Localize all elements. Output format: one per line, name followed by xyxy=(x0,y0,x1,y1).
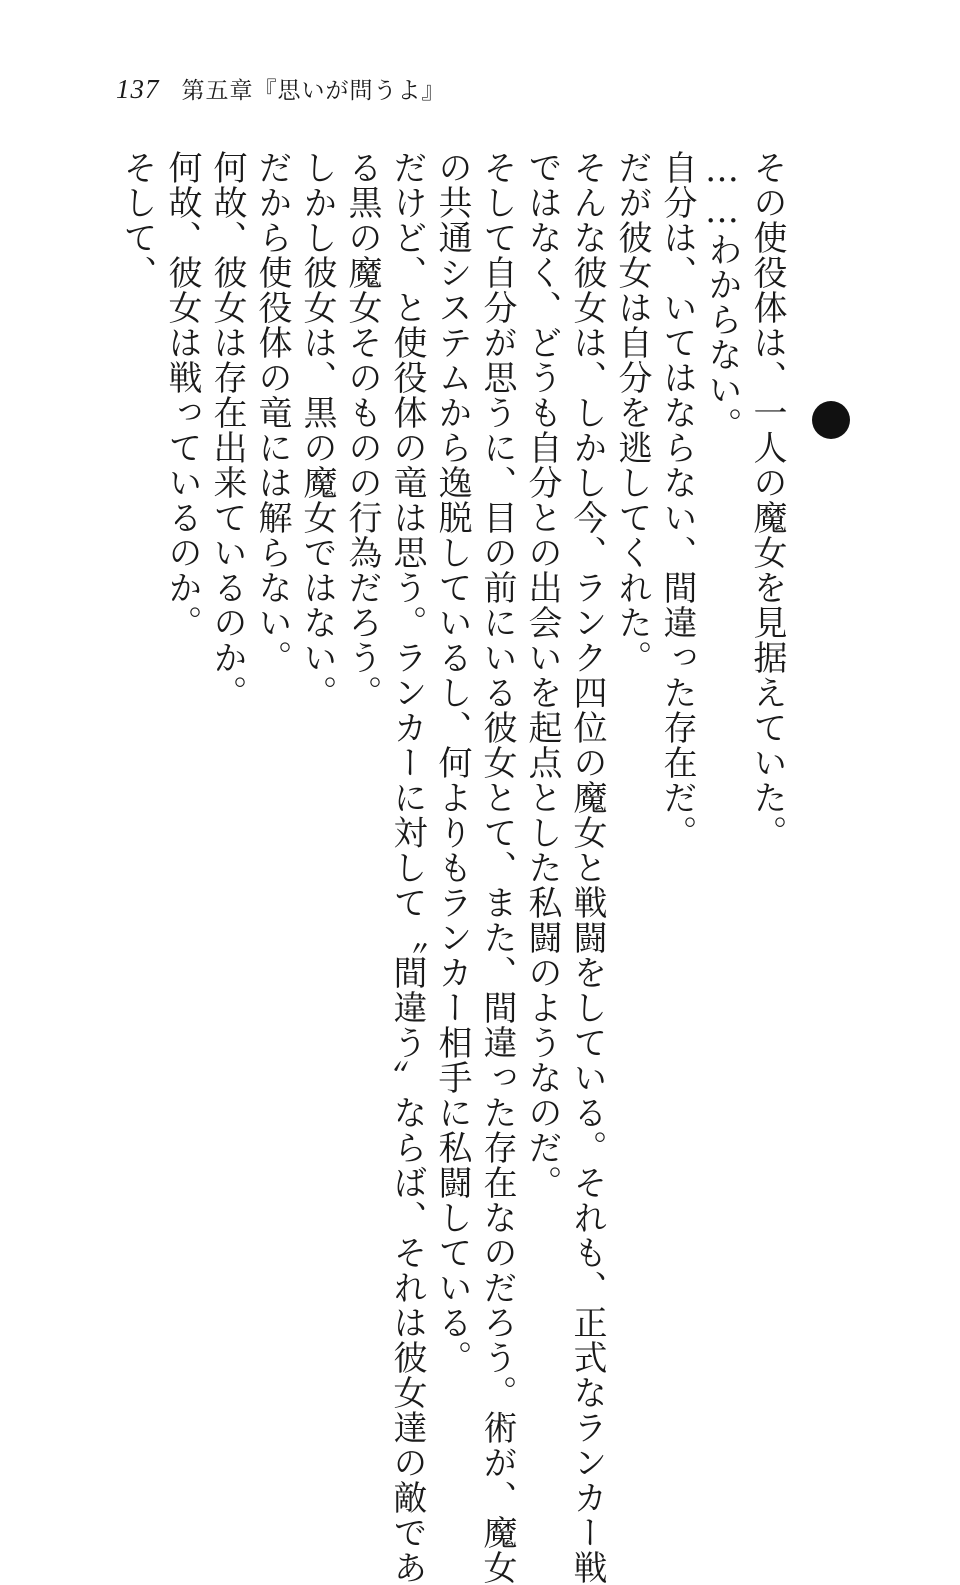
running-header xyxy=(116,72,446,106)
text-line: だけど、と使役体の竜は思う。ランカーに対して〝間違う〟ならば、それは彼女達の敵であ xyxy=(387,150,427,1585)
text-line: そんな彼女は、しかし今、ランク四位の魔女と戦闘をしている。それも、正式なランカー戦 xyxy=(567,150,607,1585)
text-line: だが彼女は自分を逃してくれた。 xyxy=(612,150,652,675)
text-line: ではなく、どうも自分との出会いを起点とした私闘のようなのだ。 xyxy=(522,150,562,1200)
text-line: しかし彼女は、黒の魔女ではない。 xyxy=(297,150,337,710)
text-line: の共通システムから逸脱しているし、何よりもランカー相手に私闘している。 xyxy=(432,150,472,1375)
page-number: 137 xyxy=(116,74,160,104)
chapter-title: 第五章『思いが問うよ』 xyxy=(181,78,446,103)
vertical-body-text xyxy=(117,150,789,1585)
section-break-dot-icon xyxy=(812,401,850,439)
text-line: 何故、彼女は戦っているのか。 xyxy=(162,150,202,640)
text-line: そして、 xyxy=(117,150,157,290)
text-line: 何故、彼女は存在出来ているのか。 xyxy=(207,150,247,710)
text-line: 自分は、いてはならない、間違った存在だ。 xyxy=(657,150,697,850)
text-line: ……わからない。 xyxy=(702,150,742,442)
text-line: る黒の魔女そのものの行為だろう。 xyxy=(342,150,382,710)
text-line: そして自分が思うに、目の前にいる彼女とて、また、間違った存在なのだろう。術が、魔女 xyxy=(477,150,517,1585)
text-line: だから使役体の竜には解らない。 xyxy=(252,150,292,675)
text-line: その使役体は、一人の魔女を見据えていた。 xyxy=(747,150,787,850)
